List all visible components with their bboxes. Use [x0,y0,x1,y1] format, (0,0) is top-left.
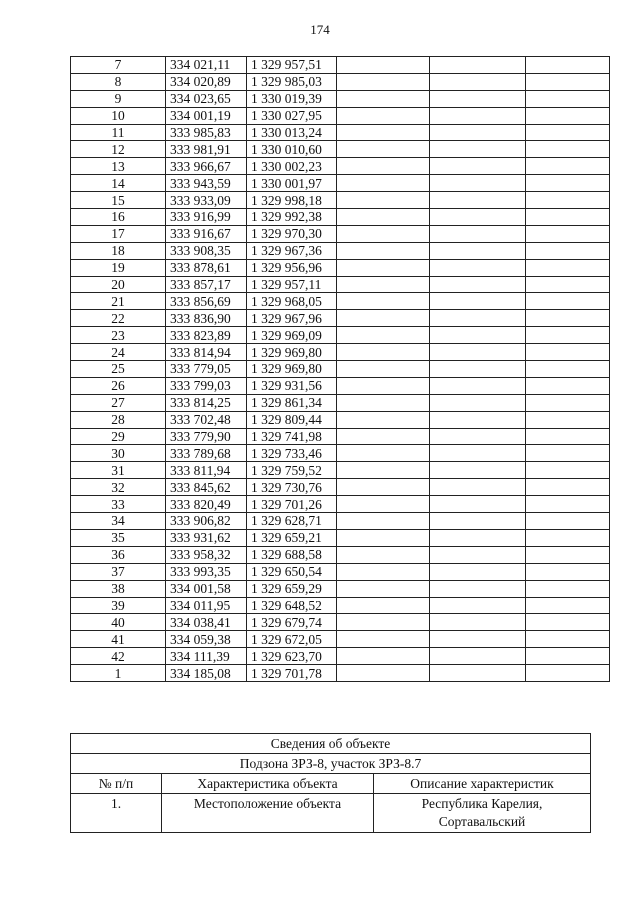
empty-cell [430,276,526,293]
coordinate-y: 1 329 969,80 [247,361,337,378]
table-row [71,276,610,293]
object-info-subtitle: Подзона ЗРЗ-8, участок ЗРЗ-8.7 [71,754,591,774]
empty-cell [337,141,430,158]
empty-cell [430,479,526,496]
coordinate-y: 1 329 967,36 [247,242,337,259]
empty-cell [337,361,430,378]
empty-cell [337,648,430,665]
table-row [71,462,610,479]
coordinate-x: 334 111,39 [166,648,247,665]
coordinates-table [70,56,610,682]
empty-cell [430,411,526,428]
coordinate-y: 1 329 956,96 [247,259,337,276]
point-number: 15 [71,192,166,209]
coordinate-x: 333 857,17 [166,276,247,293]
coordinate-y: 1 330 001,97 [247,175,337,192]
empty-cell [526,225,610,242]
coordinate-x: 333 856,69 [166,293,247,310]
empty-cell [526,665,610,682]
table-row [71,73,610,90]
coordinate-x: 333 789,68 [166,445,247,462]
empty-cell [526,529,610,546]
empty-cell [337,513,430,530]
empty-cell [526,462,610,479]
table-row [71,546,610,563]
empty-cell [430,124,526,141]
table-row [71,192,610,209]
empty-cell [430,310,526,327]
empty-cell [526,175,610,192]
coordinate-x: 333 981,91 [166,141,247,158]
coordinate-x: 333 958,32 [166,546,247,563]
coordinate-x: 333 836,90 [166,310,247,327]
empty-cell [526,327,610,344]
coordinate-x: 333 799,03 [166,377,247,394]
empty-cell [430,665,526,682]
coordinate-x: 333 878,61 [166,259,247,276]
coordinate-y: 1 329 623,70 [247,648,337,665]
point-number: 22 [71,310,166,327]
coordinate-x: 334 023,65 [166,90,247,107]
table-row [71,445,610,462]
empty-cell [430,242,526,259]
coordinate-y: 1 329 659,29 [247,580,337,597]
table-row [71,225,610,242]
coordinate-x: 333 906,82 [166,513,247,530]
empty-cell [337,225,430,242]
coordinate-y: 1 329 998,18 [247,192,337,209]
coordinate-y: 1 330 027,95 [247,107,337,124]
empty-cell [337,428,430,445]
empty-cell [430,580,526,597]
coordinate-y: 1 329 701,78 [247,665,337,682]
table-row [71,57,610,74]
coordinate-y: 1 330 010,60 [247,141,337,158]
header-characteristic: Характеристика объекта [162,774,374,794]
coordinate-x: 334 021,11 [166,57,247,74]
coordinate-x: 333 814,25 [166,394,247,411]
table-row [71,327,610,344]
page-number: 174 [310,22,330,37]
empty-cell [337,124,430,141]
point-number: 39 [71,597,166,614]
coordinate-x: 333 820,49 [166,496,247,513]
empty-cell [430,192,526,209]
empty-cell [337,394,430,411]
coordinate-x: 334 059,38 [166,631,247,648]
coordinate-x: 334 020,89 [166,73,247,90]
table-row [71,107,610,124]
empty-cell [337,310,430,327]
point-number: 27 [71,394,166,411]
empty-cell [526,546,610,563]
coordinate-y: 1 329 679,74 [247,614,337,631]
empty-cell [526,158,610,175]
coordinate-y: 1 329 968,05 [247,293,337,310]
empty-cell [526,124,610,141]
coordinate-x: 333 845,62 [166,479,247,496]
empty-cell [337,192,430,209]
table-row [71,124,610,141]
empty-cell [526,580,610,597]
point-number: 34 [71,513,166,530]
table-row [71,580,610,597]
empty-cell [526,496,610,513]
empty-cell [337,158,430,175]
point-number: 37 [71,563,166,580]
point-number: 1 [71,665,166,682]
point-number: 24 [71,344,166,361]
coordinate-x: 333 823,89 [166,327,247,344]
coordinate-y: 1 329 992,38 [247,209,337,226]
point-number: 19 [71,259,166,276]
empty-cell [337,259,430,276]
table-row [71,631,610,648]
point-number: 29 [71,428,166,445]
table-row [71,293,610,310]
object-info-header-row [71,774,591,794]
empty-cell [337,614,430,631]
empty-cell [430,428,526,445]
point-number: 36 [71,546,166,563]
empty-cell [337,90,430,107]
table-row [71,496,610,513]
empty-cell [337,175,430,192]
coordinate-y: 1 329 861,34 [247,394,337,411]
empty-cell [526,597,610,614]
coordinate-x: 333 908,35 [166,242,247,259]
table-row [71,479,610,496]
point-number: 21 [71,293,166,310]
empty-cell [526,293,610,310]
empty-cell [430,209,526,226]
empty-cell [430,563,526,580]
coordinate-y: 1 329 659,21 [247,529,337,546]
coordinate-y: 1 329 733,46 [247,445,337,462]
empty-cell [430,57,526,74]
coordinate-y: 1 330 013,24 [247,124,337,141]
empty-cell [526,648,610,665]
point-number: 38 [71,580,166,597]
object-info-subtitle-row [71,754,591,774]
empty-cell [337,377,430,394]
empty-cell [526,276,610,293]
point-number: 14 [71,175,166,192]
empty-cell [430,73,526,90]
coordinate-x: 333 779,05 [166,361,247,378]
table-row [71,648,610,665]
coordinate-y: 1 330 002,23 [247,158,337,175]
empty-cell [430,648,526,665]
empty-cell [526,513,610,530]
coordinate-y: 1 329 759,52 [247,462,337,479]
point-number: 16 [71,209,166,226]
coordinate-x: 333 931,62 [166,529,247,546]
point-number: 12 [71,141,166,158]
empty-cell [337,529,430,546]
empty-cell [337,445,430,462]
row-description [374,794,591,833]
empty-cell [337,580,430,597]
coordinate-x: 333 779,90 [166,428,247,445]
table-row [71,665,610,682]
point-number: 33 [71,496,166,513]
table-row [71,513,610,530]
header-description: Описание характеристик [374,774,591,794]
empty-cell [430,529,526,546]
empty-cell [526,394,610,411]
empty-cell [430,327,526,344]
coordinate-y: 1 329 701,26 [247,496,337,513]
point-number: 8 [71,73,166,90]
coordinate-x: 333 985,83 [166,124,247,141]
coordinate-y: 1 329 969,09 [247,327,337,344]
point-number: 40 [71,614,166,631]
empty-cell [337,546,430,563]
object-info-title: Сведения об объекте [71,734,591,754]
coordinate-x: 334 038,41 [166,614,247,631]
table-row [71,141,610,158]
coordinate-x: 333 916,99 [166,209,247,226]
point-number: 11 [71,124,166,141]
empty-cell [526,259,610,276]
empty-cell [430,513,526,530]
empty-cell [526,614,610,631]
coordinate-x: 334 011,95 [166,597,247,614]
empty-cell [337,665,430,682]
empty-cell [526,209,610,226]
point-number: 35 [71,529,166,546]
point-number: 32 [71,479,166,496]
table-row [71,90,610,107]
empty-cell [337,107,430,124]
coordinate-y: 1 329 688,58 [247,546,337,563]
table-row [71,310,610,327]
empty-cell [337,293,430,310]
table-row [71,361,610,378]
empty-cell [430,175,526,192]
table-row [71,394,610,411]
coordinate-y: 1 329 741,98 [247,428,337,445]
empty-cell [430,597,526,614]
point-number: 25 [71,361,166,378]
coordinate-y: 1 329 957,51 [247,57,337,74]
empty-cell [337,73,430,90]
empty-cell [526,344,610,361]
row-description-line-2: Сортавальский [438,814,526,829]
empty-cell [337,462,430,479]
point-number: 10 [71,107,166,124]
point-number: 31 [71,462,166,479]
table-row [71,597,610,614]
empty-cell [430,107,526,124]
empty-cell [526,377,610,394]
empty-cell [430,344,526,361]
coordinate-x: 333 966,67 [166,158,247,175]
coordinate-y: 1 329 672,05 [247,631,337,648]
header-num: № п/п [71,774,162,794]
row-characteristic: Местоположение объекта [162,794,374,833]
empty-cell [337,344,430,361]
point-number: 28 [71,411,166,428]
coordinate-y: 1 329 970,30 [247,225,337,242]
object-info-title-row [71,734,591,754]
empty-cell [337,411,430,428]
empty-cell [526,445,610,462]
empty-cell [430,158,526,175]
empty-cell [526,428,610,445]
coordinate-y: 1 329 969,80 [247,344,337,361]
coordinate-y: 1 329 809,44 [247,411,337,428]
empty-cell [430,631,526,648]
empty-cell [526,107,610,124]
empty-cell [430,141,526,158]
empty-cell [526,631,610,648]
object-info-data-row [71,794,591,833]
empty-cell [526,73,610,90]
empty-cell [430,394,526,411]
coordinate-x: 333 814,94 [166,344,247,361]
point-number: 18 [71,242,166,259]
empty-cell [430,293,526,310]
coordinate-y: 1 329 967,96 [247,310,337,327]
point-number: 17 [71,225,166,242]
empty-cell [337,209,430,226]
empty-cell [337,496,430,513]
coordinate-x: 333 933,09 [166,192,247,209]
coordinate-y: 1 329 628,71 [247,513,337,530]
table-row [71,259,610,276]
empty-cell [337,327,430,344]
empty-cell [430,225,526,242]
empty-cell [526,57,610,74]
coordinate-y: 1 329 730,76 [247,479,337,496]
coordinate-y: 1 329 648,52 [247,597,337,614]
empty-cell [526,242,610,259]
empty-cell [430,462,526,479]
table-row [71,614,610,631]
empty-cell [430,445,526,462]
point-number: 13 [71,158,166,175]
table-row [71,175,610,192]
empty-cell [430,546,526,563]
point-number: 23 [71,327,166,344]
empty-cell [526,141,610,158]
coordinate-x: 333 811,94 [166,462,247,479]
coordinate-x: 333 916,67 [166,225,247,242]
point-number: 9 [71,90,166,107]
point-number: 26 [71,377,166,394]
empty-cell [337,631,430,648]
object-info-table [70,733,591,833]
coordinate-y: 1 329 957,11 [247,276,337,293]
coordinate-y: 1 329 985,03 [247,73,337,90]
empty-cell [526,361,610,378]
table-row [71,529,610,546]
table-row [71,563,610,580]
empty-cell [337,242,430,259]
coordinate-x: 334 001,58 [166,580,247,597]
coordinate-x: 334 185,08 [166,665,247,682]
coordinate-x: 333 943,59 [166,175,247,192]
empty-cell [526,192,610,209]
table-row [71,428,610,445]
coordinate-y: 1 329 650,54 [247,563,337,580]
point-number: 7 [71,57,166,74]
table-row [71,377,610,394]
empty-cell [430,259,526,276]
table-row [71,411,610,428]
coordinate-y: 1 330 019,39 [247,90,337,107]
coordinate-x: 333 993,35 [166,563,247,580]
empty-cell [526,411,610,428]
coordinate-x: 333 702,48 [166,411,247,428]
empty-cell [430,496,526,513]
coordinate-x: 334 001,19 [166,107,247,124]
empty-cell [430,90,526,107]
empty-cell [337,276,430,293]
point-number: 41 [71,631,166,648]
empty-cell [526,479,610,496]
empty-cell [430,377,526,394]
empty-cell [526,90,610,107]
row-description-line-1: Республика Карелия, [421,796,543,811]
empty-cell [430,361,526,378]
empty-cell [337,479,430,496]
table-row [71,158,610,175]
point-number: 42 [71,648,166,665]
point-number: 20 [71,276,166,293]
empty-cell [337,57,430,74]
coordinate-y: 1 329 931,56 [247,377,337,394]
point-number: 30 [71,445,166,462]
empty-cell [337,597,430,614]
table-row [71,209,610,226]
table-row [71,242,610,259]
empty-cell [337,563,430,580]
empty-cell [526,563,610,580]
empty-cell [430,614,526,631]
row-num: 1. [71,794,162,833]
table-row [71,344,610,361]
empty-cell [526,310,610,327]
